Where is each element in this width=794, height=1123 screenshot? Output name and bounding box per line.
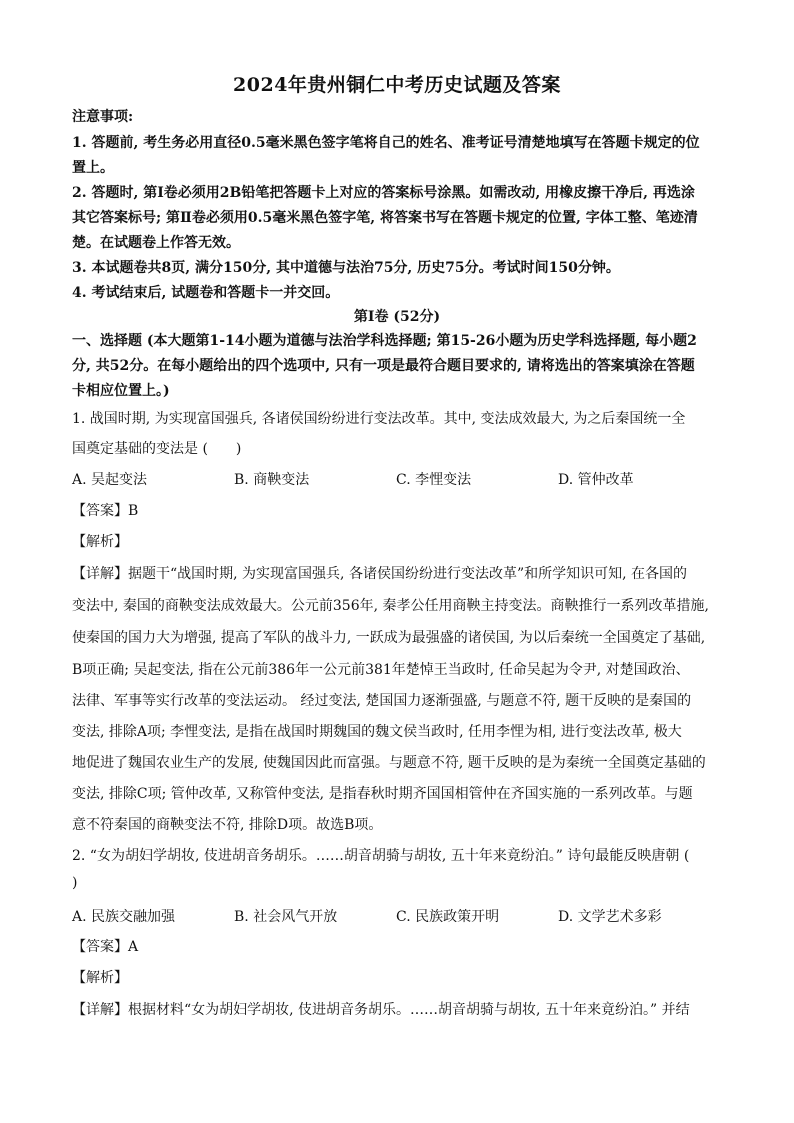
analysis-line: 地促进了魏国农业生产的发展, 使魏国因此而富强。与题意不符, 题干反映的是为秦统一全国奠定基础的 — [72, 755, 706, 771]
option-a: A. 民族交融加强 — [72, 909, 176, 925]
notice-line: 3. 本试题卷共8页, 满分150分, 其中道德与法治75分, 历史75分。考试时间150分钟。 — [72, 260, 620, 276]
part-intro-line: 卡相应位置上。) — [72, 383, 170, 399]
notice-line: 楚。在试题卷上作答无效。 — [72, 235, 240, 251]
option-a: A. 吴起变法 — [72, 472, 148, 488]
analysis-line: 使秦国的国力大为增强, 提高了军队的战斗力, 一跃成为最强盛的诸侯国, 为以后秦统一全国奠定了基础, — [72, 630, 706, 646]
question-stem: ) — [72, 875, 78, 891]
analysis-label: 【解析】 — [72, 534, 128, 550]
option-c: C. 民族政策开明 — [396, 909, 500, 925]
answer-line: 【答案】A — [72, 939, 139, 955]
option-d: D. 文学艺术多彩 — [558, 909, 662, 925]
analysis-line: 变法, 排除A项; 李悝变法, 是指在战国时期魏国的魏文侯当政时, 任用李悝为相, 进行变法改革, 极大 — [72, 724, 682, 740]
notice-line: 2. 答题时, 第Ⅰ卷必须用2B铅笔把答题卡上对应的答案标号涂黑。如需改动, 用橡皮擦干净后, 再选涂 — [72, 185, 695, 201]
notice-heading: 注意事项: — [72, 109, 134, 125]
question-stem: 1. 战国时期, 为实现富国强兵, 各诸侯国纷纷进行变法改革。其中, 变法成效最大, 为之后秦国统一全 — [72, 411, 686, 427]
analysis-line: 变法中, 秦国的商鞅变法成效最大。公元前356年, 秦孝公任用商鞅主持变法。商鞅推行一系列改革措施, — [72, 598, 709, 614]
analysis-line: 变法, 排除C项; 管仲改革, 又称管仲变法, 是指春秋时期齐国国相管仲在齐国实施的一系列改革。与题 — [72, 786, 693, 802]
notice-line: 4. 考试结束后, 试题卷和答题卡一并交回。 — [72, 285, 340, 301]
option-d: D. 管仲改革 — [558, 472, 634, 488]
answer-line: 【答案】B — [72, 503, 139, 519]
analysis-line: B项正确; 吴起变法, 指在公元前386年一公元前381年楚悼王当政时, 任命吴起为令尹, 对楚国政治、 — [72, 662, 690, 678]
notice-line: 置上。 — [72, 160, 114, 176]
analysis-label: 【解析】 — [72, 970, 128, 986]
analysis-line: 【详解】根据材料“女为胡妇学胡妆, 伎进胡音务胡乐。……胡音胡骑与胡妆, 五十年来竟纷泊。” 并结 — [72, 1002, 690, 1018]
analysis-line: 意不符秦国的商鞅变法不符, 排除D项。故选B项。 — [72, 817, 383, 833]
analysis-line: 【详解】据题干“战国时期, 为实现富国强兵, 各诸侯国纷纷进行变法改革”和所学知识可知, 在各国的 — [72, 566, 688, 582]
option-b: B. 社会风气开放 — [234, 909, 338, 925]
analysis-line: 法律、军事等实行改革的变法运动。 经过变法, 楚国国力逐渐强盛, 与题意不符, 题干反映的是秦国的 — [72, 693, 692, 709]
option-c: C. 李悝变法 — [396, 472, 472, 488]
page-title: 2024年贵州铜仁中考历史试题及答案 — [233, 74, 561, 96]
notice-line: 其它答案标号; 第Ⅱ卷必须用0.5毫米黑色签字笔, 将答案书写在答题卡规定的位置, 字体工整、笔迹清 — [72, 210, 698, 226]
question-stem: 2. “女为胡妇学胡妆, 伎进胡音务胡乐。……胡音胡骑与胡妆, 五十年来竟纷泊。” 诗句最能反映唐朝 ( — [72, 848, 690, 864]
notice-line: 1. 答题前, 考生务必用直径0.5毫米黑色签字笔将自己的姓名、准考证号清楚地填写在答题卡规定的位 — [72, 135, 700, 151]
option-b: B. 商鞅变法 — [234, 472, 310, 488]
part-intro-line: 一、选择题 (本大题第1-14小题为道德与法治学科选择题; 第15-26小题为历史学科选择题, 每小题2 — [72, 333, 697, 349]
question-stem: 国奠定基础的变法是 ( ) — [72, 441, 242, 457]
part-intro-line: 分, 共52分。在每小题给出的四个选项中, 只有一项是最符合题目要求的, 请将选出的答案填涂在答题 — [72, 358, 695, 374]
section-heading: 第Ⅰ卷 (52分) — [353, 309, 441, 325]
